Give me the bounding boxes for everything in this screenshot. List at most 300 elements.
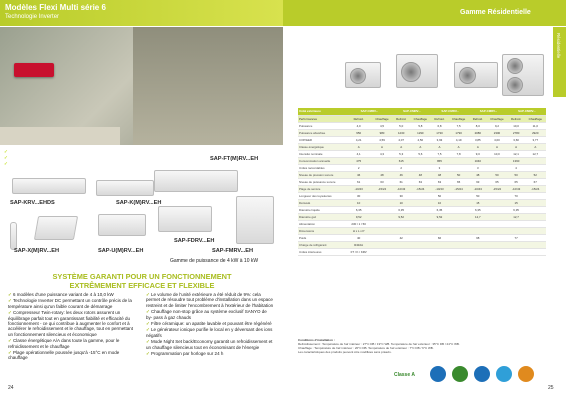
table-cell: 2780 [508, 129, 525, 136]
table-cell: 6,8 [431, 122, 448, 129]
table-cell [448, 206, 469, 213]
table-cell [448, 227, 469, 234]
table-cell: Longueur des tuyauteries [298, 192, 346, 199]
table-cell [448, 248, 469, 255]
table-cell: 48 [469, 171, 486, 178]
table-cell: Refroid. [469, 115, 486, 122]
table-cell: 980 [371, 129, 392, 136]
table-cell: 42 [393, 234, 410, 241]
feature-item: ✓ Mode Night Set back/Economy garantit un refroidissement et un chauffage silencieux tout en économisant de l'énergie [146, 339, 273, 350]
table-cell: Refroid. [431, 115, 448, 122]
power-range-note: Gamme de puissance de 4 kW à 10 kW [170, 258, 259, 264]
table-cell [525, 157, 546, 164]
table-cell: 950 [346, 129, 371, 136]
table-cell [486, 206, 507, 213]
table-cell [410, 220, 431, 227]
table-cell: 4,0 [346, 122, 371, 129]
photo-sofa [0, 127, 120, 145]
certification-badge-3 [474, 366, 490, 382]
check-icon: ✓ [8, 310, 14, 316]
table-cell [486, 248, 507, 255]
table-cell: 67 [525, 178, 546, 185]
product-km-image [96, 180, 154, 196]
outdoor-unit-4 [502, 54, 544, 96]
table-cell: -15/24 [410, 185, 431, 192]
table-cell [469, 241, 486, 248]
table-cell: A [486, 143, 507, 150]
table-cell [410, 241, 431, 248]
table-cell: 46 [393, 171, 410, 178]
table-cell [410, 234, 431, 241]
table-cell: -15/24 [525, 185, 546, 192]
table-cell: Unité extérieure [298, 108, 346, 115]
table-cell [525, 206, 546, 213]
product-label-um: SAP-U(M)RV...EH [98, 248, 144, 254]
note-line: Chauffage : Température de l'air intérieur : 20°C DB. Température de l'air extérieur : 7°C DB / 6°C WB. [298, 346, 434, 350]
table-cell: 52 [525, 171, 546, 178]
table-cell [393, 248, 410, 255]
table-cell: A [448, 143, 469, 150]
feature-item: ✓ Chauffage non-stop grâce au système exclusif SANYO de by- pass à gaz chauds [146, 309, 267, 320]
guarantee-line-1: SYSTÈME GARANTI POUR UN FONCTIONNEMENT [52, 272, 232, 281]
table-cell [525, 248, 546, 255]
table-cell: 50 [508, 171, 525, 178]
table-cell: 10,0 [508, 122, 525, 129]
table-cell: Plage de service [298, 185, 346, 192]
table-cell [410, 213, 431, 220]
feature-item: ✓ Le volume de l'unité extérieure a été réduit de 9%: cela permet de résoudre tout problème d'installation dans un espace restreint et de limiter l'encombrement à l'extérieur de l'habitation [146, 292, 274, 308]
table-cell: 3,77 [525, 136, 546, 143]
table-cell [525, 220, 546, 227]
photo-bullet: fonctionnement prolongé [4, 167, 55, 172]
table-row [298, 108, 546, 115]
table-cell: 2920 [525, 129, 546, 136]
check-icon: ✓ [8, 338, 14, 344]
table-cell: 46 [346, 171, 371, 178]
table-cell: 61 [346, 178, 371, 185]
table-cell [525, 234, 546, 241]
table-cell: 2080 [469, 129, 486, 136]
table-cell [486, 241, 507, 248]
photo-bullet: ✓ Régulage possible des flexi cycle de recharge [4, 155, 104, 160]
table-row [298, 136, 546, 143]
note-line: Refroidissement : Température de l'air intérieur : 27°C DB / 19°C WB. Température de l'air extérieur : 35°C DB / 24°C WB. [298, 342, 460, 346]
page-number-left: 24 [8, 385, 14, 391]
fan-icon [459, 67, 476, 84]
product-label-ft: SAP-FT(M)RV...EH [210, 156, 259, 162]
check-icon: ✓ [146, 327, 152, 333]
product-label-fdrv: SAP-FDRV...EH [174, 238, 215, 244]
table-cell: 50 [486, 171, 507, 178]
table-cell: FT / K / KRV [346, 248, 371, 255]
table-cell: Dimensions [298, 227, 346, 234]
table-cell: 3,85 [469, 136, 486, 143]
table-cell: 11,0 [525, 122, 546, 129]
table-cell: 1230 [393, 129, 410, 136]
table-cell: 4,5 [371, 122, 392, 129]
page-number-right: 25 [548, 385, 554, 391]
product-fmrv-image [236, 196, 274, 244]
table-cell [448, 164, 469, 171]
table-cell: 66 [431, 234, 448, 241]
feature-item: ✓ Plage opérationnelle poussée jusqu'à -15°C en mode chauffage [8, 350, 120, 361]
specification-table [298, 108, 546, 256]
right-header [283, 0, 566, 26]
table-cell: Unités intérieures [298, 248, 346, 255]
table-cell: 1730 [431, 129, 448, 136]
check-icon: ✓ [8, 292, 14, 297]
side-tab: Résidentielle [553, 27, 566, 97]
table-cell [371, 248, 392, 255]
table-cell [525, 164, 546, 171]
table-cell: 48 [431, 171, 448, 178]
table-cell: SAP-CMRV... [431, 108, 469, 115]
table-cell [486, 192, 507, 199]
product-cassette-image [34, 216, 78, 240]
table-cell: Chauffage [525, 115, 546, 122]
table-cell [508, 227, 525, 234]
table-cell: 9,0 [469, 150, 486, 157]
table-cell: 48 [410, 171, 431, 178]
feature-column-left [8, 292, 136, 362]
table-row [298, 122, 546, 129]
table-cell [410, 157, 431, 164]
table-cell [431, 248, 448, 255]
table-cell: 5,0 [393, 122, 410, 129]
table-cell [371, 164, 392, 171]
table-cell: 4,21 [346, 136, 371, 143]
table-row [298, 248, 546, 255]
certification-badge-4 [496, 366, 512, 382]
fan-icon [507, 77, 523, 93]
table-row [298, 185, 546, 192]
check-icon: ✓ [8, 298, 14, 304]
table-cell: Classe énergétique [298, 143, 346, 150]
table-cell [448, 199, 469, 206]
table-cell: 4,1 [346, 150, 371, 157]
check-icon: ✓ [4, 161, 8, 166]
table-cell: Performances [298, 115, 346, 122]
table-cell: Niveau de pression sonore [298, 171, 346, 178]
table-cell: 6,35 [469, 206, 486, 213]
table-cell: 10 [393, 199, 410, 206]
table-cell [410, 227, 431, 234]
table-cell [393, 241, 410, 248]
table-cell: 63 [410, 178, 431, 185]
table-cell: A [431, 143, 448, 150]
photo-bullet: ✓ Autres interventions possibles avec [4, 161, 82, 166]
certification-badge-1 [430, 366, 446, 382]
table-cell: Puissance [298, 122, 346, 129]
table-cell: 1790 [448, 129, 469, 136]
product-label-xm: SAP-X(M)RV...EH [14, 248, 60, 254]
table-cell: 3 [431, 164, 448, 171]
feature-column-right [146, 292, 274, 357]
table-cell [486, 199, 507, 206]
table-cell [508, 248, 525, 255]
table-cell: 50 [431, 192, 448, 199]
table-cell: Refroid. [508, 115, 525, 122]
table-cell: 7,5 [448, 122, 469, 129]
table-cell: A [410, 143, 431, 150]
page-title: Modèles Flexi Multi série 6 [5, 3, 106, 12]
table-cell [371, 206, 392, 213]
table-row [298, 143, 546, 150]
table-cell: 4,19 [448, 136, 469, 143]
table-cell: 475 [346, 157, 371, 164]
table-row [298, 178, 546, 185]
table-cell: SAP-CMRV... [393, 108, 431, 115]
table-cell [431, 227, 448, 234]
table-cell [393, 227, 410, 234]
table-cell: -10/43 [346, 185, 371, 192]
photo-wall [133, 27, 283, 145]
check-icon: ✓ [146, 351, 152, 357]
table-cell: 3,60 [508, 136, 525, 143]
table-cell [371, 227, 392, 234]
table-cell: SAP-CMRV... [508, 108, 546, 115]
table-cell: 1290 [410, 129, 431, 136]
table-cell [448, 220, 469, 227]
energy-class-badge: Classe A [394, 372, 415, 378]
table-cell [431, 241, 448, 248]
table-cell: 3,93 [431, 136, 448, 143]
table-cell: Niveau de puissance sonore [298, 178, 346, 185]
table-cell: 12,7 [525, 150, 546, 157]
table-row [298, 192, 546, 199]
table-cell: Puissance absorbée [298, 129, 346, 136]
table-cell [410, 199, 431, 206]
table-cell: 50 [448, 171, 469, 178]
check-icon: ✓ [146, 321, 152, 327]
table-cell: 2300 [486, 129, 507, 136]
fan-icon [401, 62, 421, 82]
table-cell [469, 227, 486, 234]
table-cell: Refroid. [346, 115, 371, 122]
photo-bullet: ✓ Chauffage jusqu'à -15°C [4, 149, 60, 154]
table-row [298, 199, 546, 206]
table-cell: COP/EER [298, 136, 346, 143]
product-fdrv-image [158, 206, 212, 232]
table-cell: 70 [508, 192, 525, 199]
table-cell [410, 206, 431, 213]
table-row [298, 115, 546, 122]
table-cell: 10,0 [486, 150, 507, 157]
table-row [298, 213, 546, 220]
left-header [0, 0, 283, 26]
table-cell: 6,35 [508, 206, 525, 213]
feature-item: ✓ 6 modèles d'une puissance variant de 4 à 10,0 kW [8, 292, 114, 297]
table-cell: 615 [393, 157, 410, 164]
photo-bullets [4, 149, 103, 173]
note-line: Conditions d'installation : [298, 338, 335, 342]
table-cell: Chauffage [486, 115, 507, 122]
table-cell: 9,52 [431, 213, 448, 220]
table-cell [486, 220, 507, 227]
table-cell: Intensité nominale [298, 150, 346, 157]
table-cell: 1390 [508, 157, 525, 164]
product-ft-image [154, 170, 238, 192]
table-row [298, 164, 546, 171]
table-cell: SAP-CMRV... [346, 108, 393, 115]
table-cell: A [508, 143, 525, 150]
table-cell: 6,35 [346, 206, 371, 213]
table-cell: A [346, 143, 371, 150]
table-cell [508, 220, 525, 227]
table-cell: A [525, 143, 546, 150]
table-cell: Alimentation [298, 220, 346, 227]
table-cell: Charge de réfrigérant [298, 241, 346, 248]
table-cell: 5,6 [410, 150, 431, 157]
range-title: Gamme Résidentielle [460, 9, 531, 16]
table-cell: 12,7 [469, 213, 486, 220]
table-cell: 68 [469, 234, 486, 241]
table-cell: 4,07 [393, 136, 410, 143]
table-cell: 30 [346, 192, 371, 199]
table-cell: A [393, 143, 410, 150]
table-cell: 230 / 1 / 50 [346, 220, 371, 227]
table-cell: -10/43 [431, 185, 448, 192]
table-cell: Unités raccordables [298, 164, 346, 171]
table-row [298, 150, 546, 157]
table-cell: 1040 [469, 157, 486, 164]
table-cell: 9,52 [393, 213, 410, 220]
table-cell [486, 234, 507, 241]
table-cell: 3 [469, 164, 486, 171]
check-icon: ✓ [4, 149, 8, 154]
table-cell: 63 [371, 178, 392, 185]
table-cell: 7,5 [431, 150, 448, 157]
outdoor-unit-1 [345, 62, 381, 88]
table-cell [410, 192, 431, 199]
fan-icon [507, 58, 523, 74]
table-cell: 6,35 [393, 206, 410, 213]
table-cell: -15/24 [486, 185, 507, 192]
certification-badge-5 [518, 366, 534, 382]
product-label-fmrv: SAP-FMRV...EH [212, 248, 254, 254]
table-cell [448, 234, 469, 241]
table-cell: 65 [486, 178, 507, 185]
table-cell: 65 [508, 178, 525, 185]
table-cell [525, 192, 546, 199]
table-cell: 40 [346, 234, 371, 241]
table-row [298, 220, 546, 227]
outdoor-unit-2 [396, 54, 438, 88]
table-row [298, 234, 546, 241]
table-cell: 9,52 [346, 213, 371, 220]
red-wall-unit [14, 63, 54, 77]
table-cell: 63 [469, 178, 486, 185]
table-cell [371, 199, 392, 206]
table-cell: 5,8 [410, 122, 431, 129]
table-cell [448, 157, 469, 164]
table-cell [525, 241, 546, 248]
table-cell [469, 220, 486, 227]
table-cell: 6,35 [431, 206, 448, 213]
table-cell [486, 227, 507, 234]
page-subtitle: Technologie Inverter [5, 14, 60, 20]
table-cell [525, 227, 546, 234]
table-cell: 865 [431, 157, 448, 164]
table-cell: -10/43 [508, 185, 525, 192]
table-cell: 7,8 [448, 150, 469, 157]
table-cell: 15 [469, 199, 486, 206]
table-cell: 4 [508, 164, 525, 171]
outdoor-unit-3 [454, 62, 498, 88]
table-row [298, 206, 546, 213]
table-row [298, 171, 546, 178]
table-cell [393, 220, 410, 227]
table-cell [469, 248, 486, 255]
feature-item: ✓ Compresseur Twin-rotary: les deux rotors assurent un équilibrage parfait tout en garantissant fiabilité et efficacité du fonctionnement - ce qui contribue à augmenter le confort et à accélérer le refroidissement et le chauffage, tout en permettant un fonctionnement silencieux et économique [8, 310, 133, 337]
table-cell: 50 [469, 192, 486, 199]
table-cell [371, 241, 392, 248]
table-cell [486, 157, 507, 164]
check-icon: ✓ [146, 339, 152, 345]
table-cell: 30 [393, 192, 410, 199]
table-cell: A [371, 143, 392, 150]
table-cell [371, 213, 392, 220]
table-cell [486, 164, 507, 171]
table-cell: 8,0 [469, 122, 486, 129]
product-label-krv: SAP-KRV...EHDS [10, 200, 55, 206]
guarantee-heading [10, 272, 274, 290]
table-cell: SAP-CMRV... [469, 108, 507, 115]
table-cell [371, 192, 392, 199]
feature-item: ✓ Classe énergétique A/A dans toute la gamme, pour le refroidissement et le chauffage [8, 338, 120, 349]
table-cell: 5,3 [393, 150, 410, 157]
table-row [298, 157, 546, 164]
fan-icon [350, 68, 366, 84]
table-cell [486, 213, 507, 220]
table-cell: H x L x P [346, 227, 371, 234]
table-cell: Consommation annuelle [298, 157, 346, 164]
table-cell [371, 157, 392, 164]
check-icon: ✓ [8, 350, 14, 356]
check-icon: ✓ [4, 155, 8, 160]
table-cell: 4,3 [371, 150, 392, 157]
table-cell: Refroid. [393, 115, 410, 122]
table-cell: 2 [393, 164, 410, 171]
table-cell [525, 199, 546, 206]
table-cell [371, 220, 392, 227]
table-cell: 4,50 [410, 136, 431, 143]
table-cell: Chauffage [371, 115, 392, 122]
product-label-km: SAP-K(M)RV...EH [116, 200, 162, 206]
feature-item: ✓ Technologie Inverter DC permettant un contrôle précis de la température ainsi qu'un faible courant de démarrage [8, 298, 132, 309]
table-cell: 77 [508, 234, 525, 241]
table-cell: Chauffage [448, 115, 469, 122]
product-krv-image [12, 178, 86, 194]
table-cell [410, 164, 431, 171]
table-cell [448, 192, 469, 199]
table-cell: -15/24 [448, 185, 469, 192]
table-cell: 9,2 [486, 122, 507, 129]
table-cell: Diamètre liquide [298, 206, 346, 213]
table-cell: Chauffage [410, 115, 431, 122]
product-duct-image [98, 214, 146, 236]
table-cell: 61 [393, 178, 410, 185]
table-row [298, 129, 546, 136]
table-cell: 4,00 [486, 136, 507, 143]
table-cell [508, 241, 525, 248]
table-cell [448, 213, 469, 220]
guarantee-line-2: EXTRÊMEMENT EFFICACE ET FLEXIBLE [69, 281, 215, 290]
table-cell: R410A [346, 241, 371, 248]
installation-notes [298, 338, 546, 354]
table-cell: 2 [346, 164, 371, 171]
feature-item: ✓ Le générateur ionique purifie le local en y déversant des ions négatifs [146, 327, 273, 338]
